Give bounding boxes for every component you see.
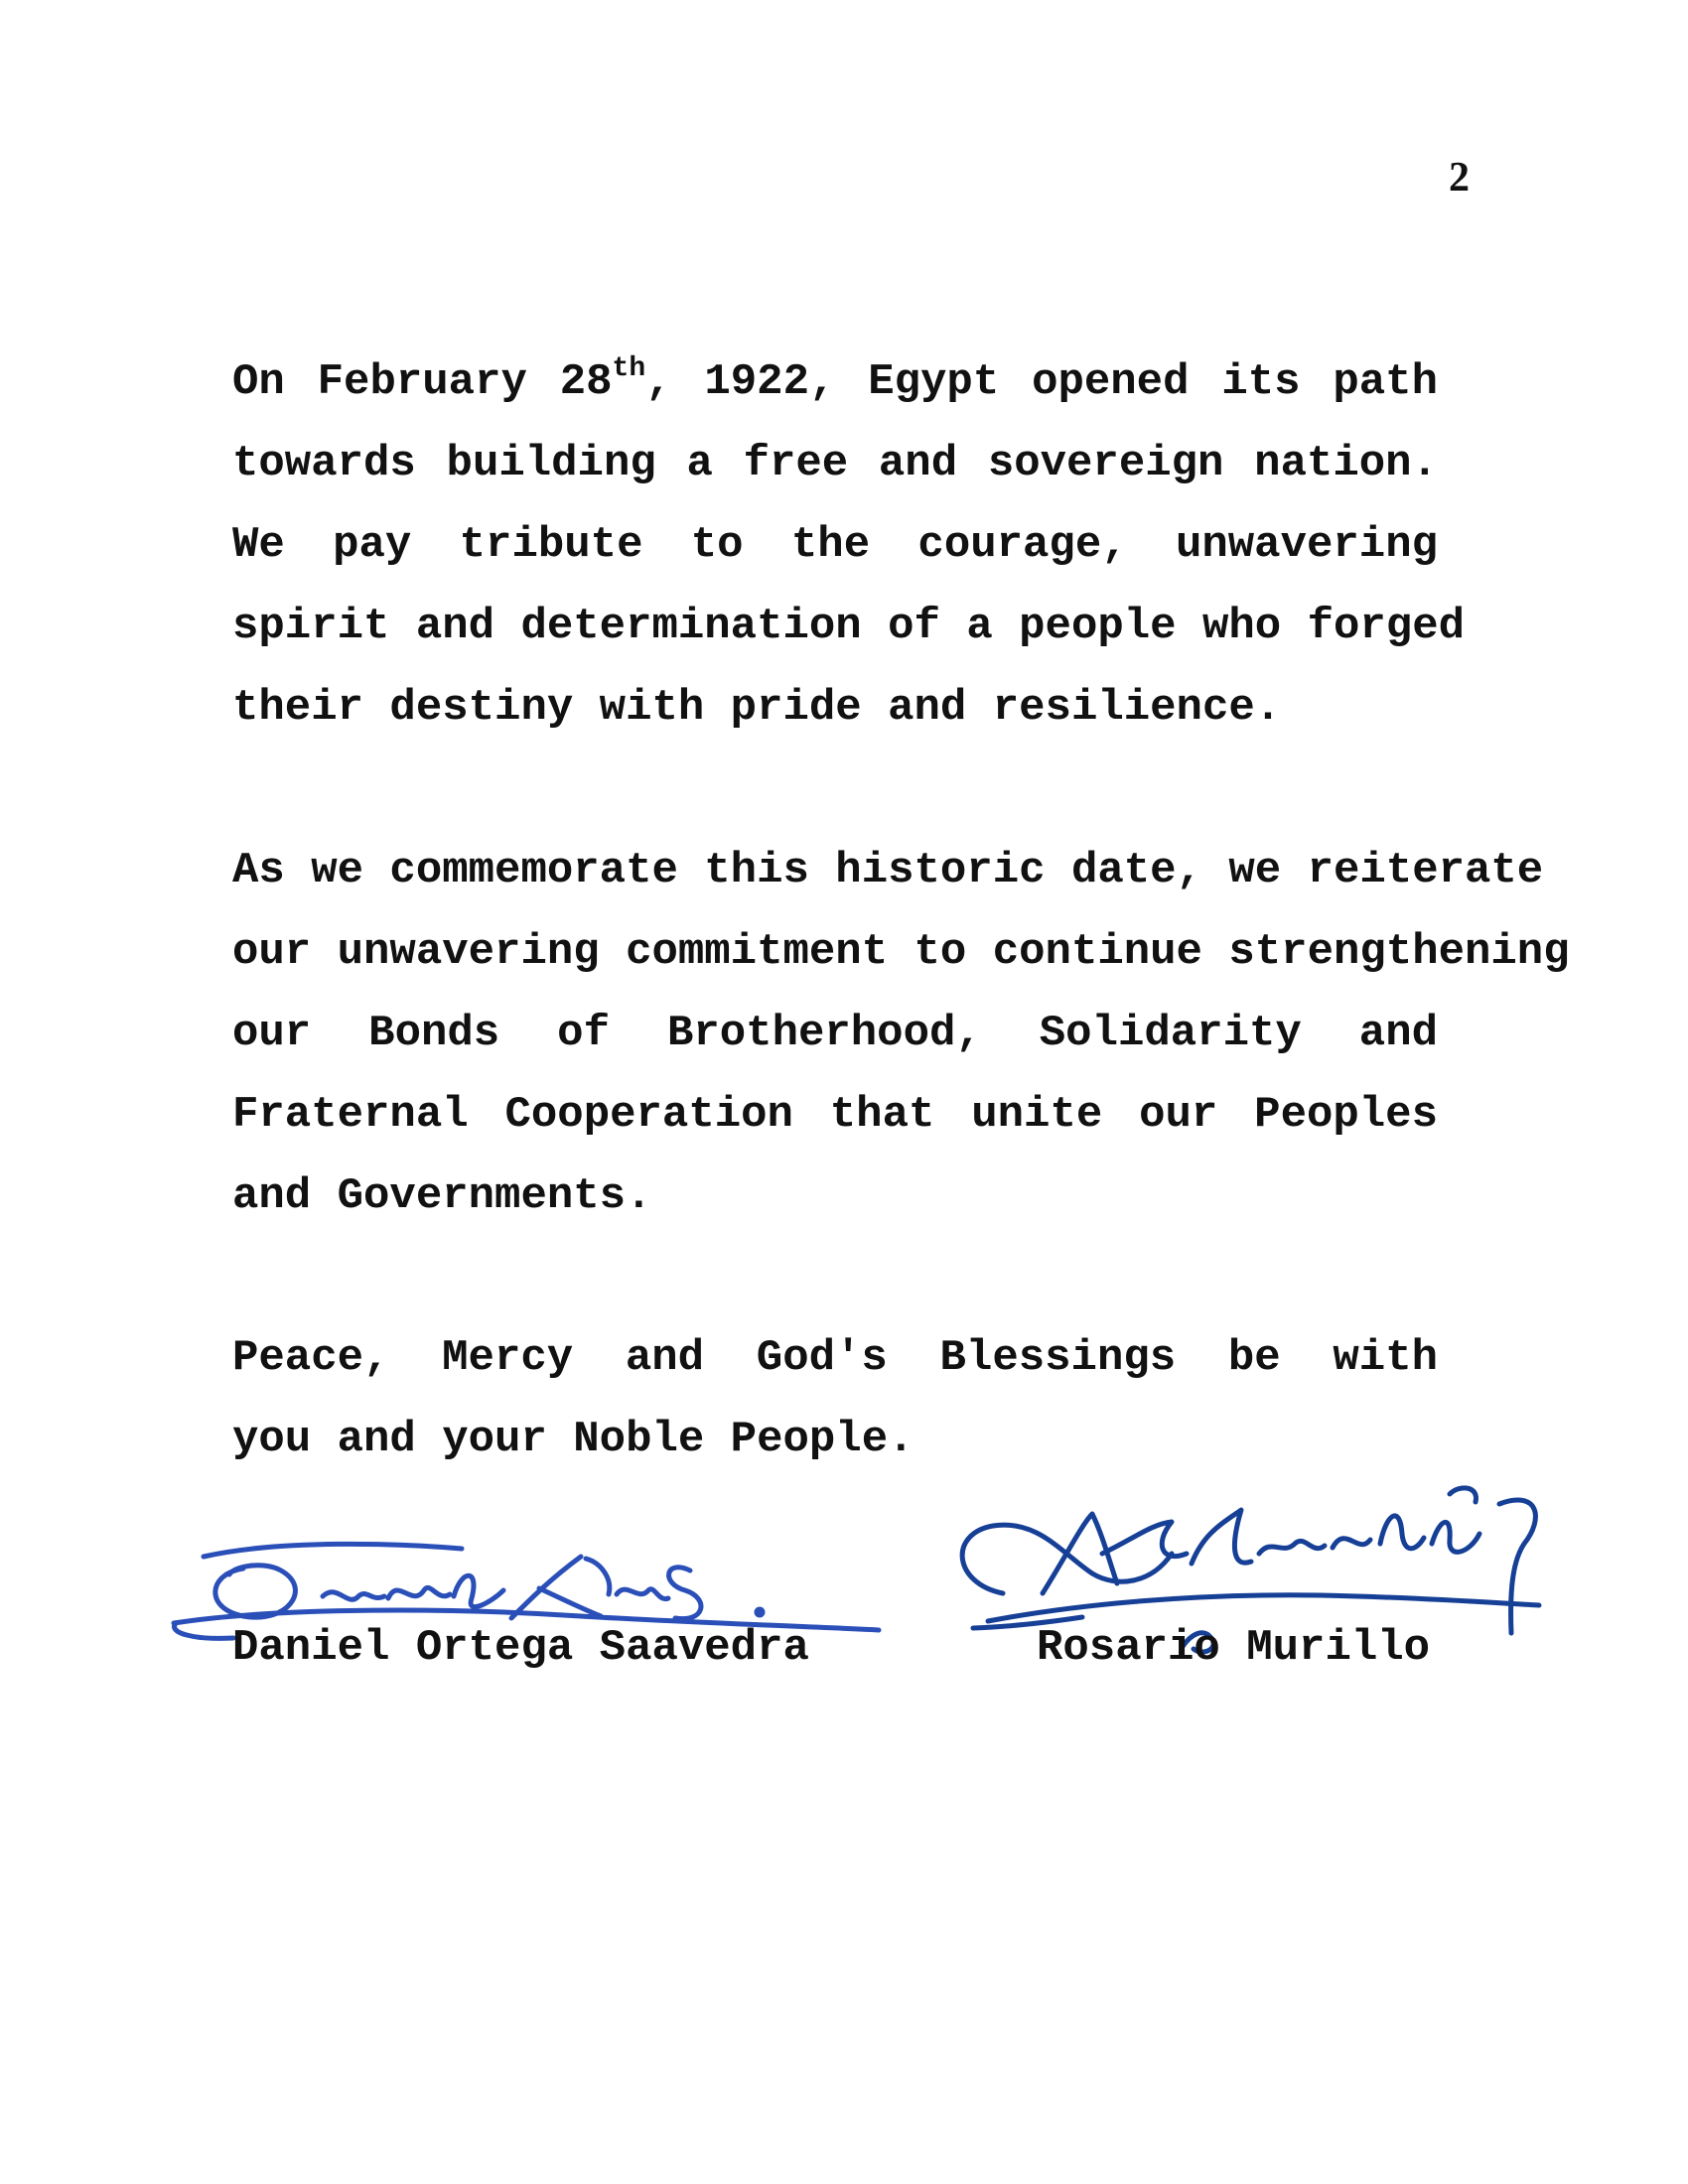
paragraph-line: our unwavering commitment to continue strengthening bbox=[232, 927, 1570, 977]
paragraph-line: On February 28th, 1922, Egypt opened its path bbox=[232, 353, 1438, 407]
paragraph-line: and Governments. bbox=[232, 1171, 652, 1221]
paragraph-line: our Bonds of Brotherhood, Solidarity and bbox=[232, 1009, 1438, 1058]
ordinal-suffix: th bbox=[612, 353, 646, 384]
page-number: 2 bbox=[1449, 155, 1470, 201]
paragraph-independence-tribute bbox=[232, 341, 1466, 749]
signer-name-rosario-murillo: Rosario Murillo bbox=[1037, 1623, 1431, 1673]
paragraph-line: We pay tribute to the courage, unwavering bbox=[232, 520, 1438, 570]
paragraph-commitment bbox=[232, 830, 1570, 1237]
signer-name-daniel-ortega: Daniel Ortega Saavedra bbox=[232, 1623, 809, 1673]
paragraph-line: As we commemorate this historic date, we reiterate bbox=[232, 846, 1544, 895]
paragraph-line: spirit and determination of a people who forged bbox=[232, 602, 1466, 651]
paragraph-line: Peace, Mercy and God's Blessings be with bbox=[232, 1333, 1438, 1383]
paragraph-line: you and your Noble People. bbox=[232, 1415, 914, 1464]
paragraph-line: their destiny with pride and resilience. bbox=[232, 683, 1282, 733]
paragraph-line: Fraternal Cooperation that unite our Peoples bbox=[232, 1090, 1438, 1140]
paragraph-line: towards building a free and sovereign nation. bbox=[232, 439, 1438, 488]
